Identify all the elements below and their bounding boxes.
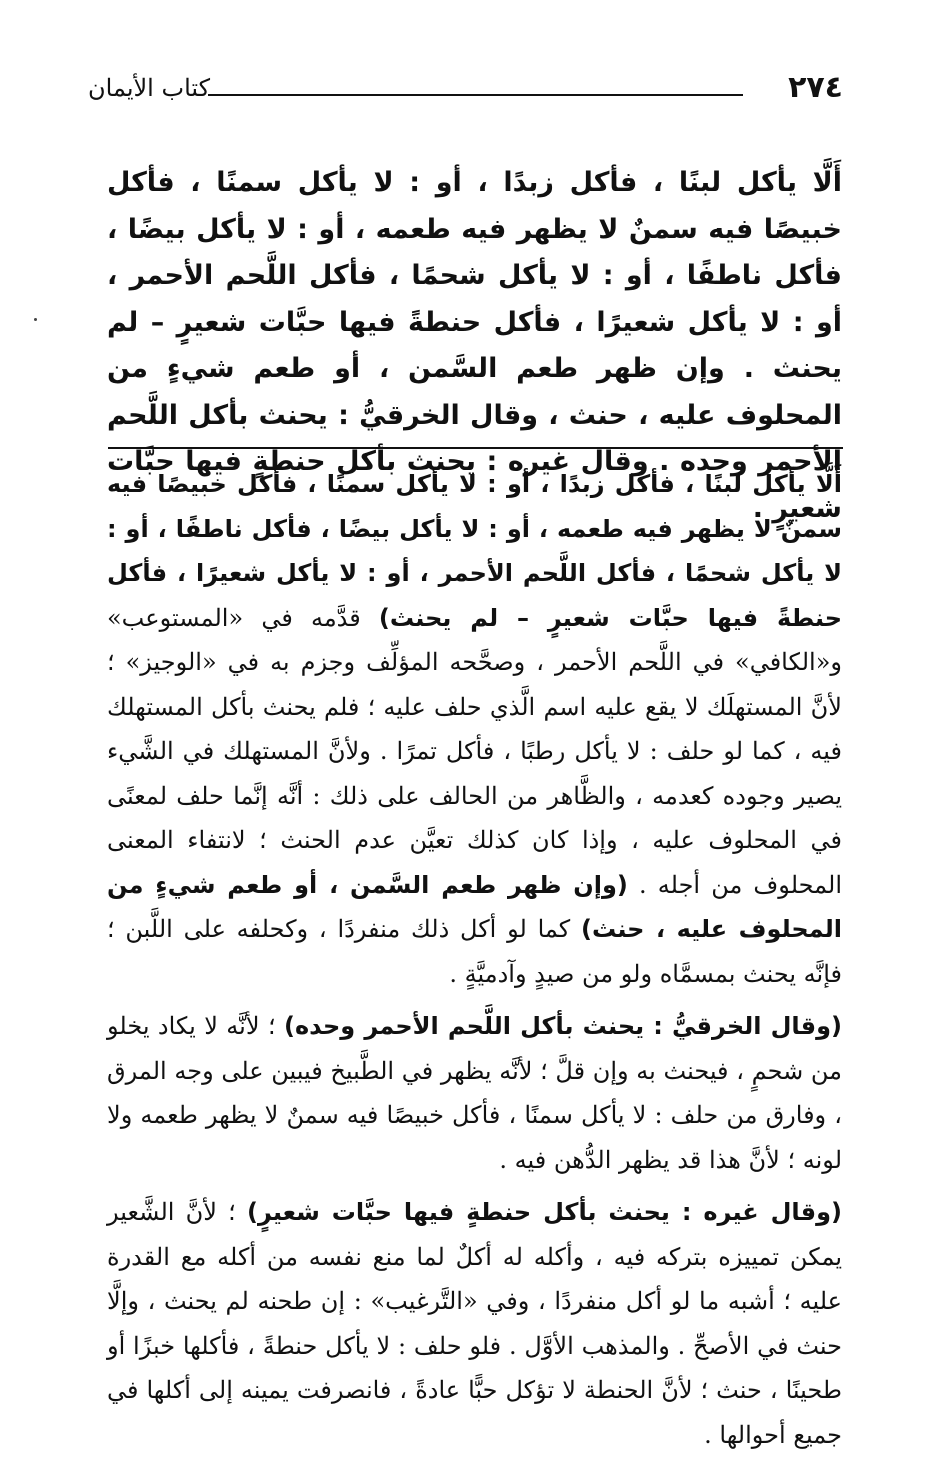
matn-text: أَلَّا يأكل لبنًا ، فأكل زبدًا ، أو : لا يأكل سمنًا ، فأكل خبيصًا فيه سمنٌ لا يظهر فيه طعمه ، أو : لا يأكل بيضًا ، فأكل ناطفًا ، أو : لا يأكل شحمًا ، فأكل اللَّحم الأحمر ، أو : لا يأكل شعيرًا ، فأكل حنطةً فيها حبَّات شعيرٍ – لم يحنث . وإن ظهر طعم السَّمن ، أو طعم شيءٍ من المحلوف عليه ، حنث ، وقال الخرقيُّ : يحنث بأكل اللَّحم الأحمر وحده . وقال غيره : يحنث بأكل حنطةٍ فيها حبَّات شعيرٍ . [107, 167, 842, 524]
header-rule [208, 94, 743, 96]
commentary-text: ؛ لأنَّ الشَّعير يمكن تمييزه بتركه فيه ، وأكله له أكلٌ لما منع نفسه من أكله مع القدرة عليه ؛ أشبه ما لو أكل منفردًا ، وفي «التَّرغيب» : إن طحنه لم يحنث ، وإلَّا حنث في الأصحِّ . والمذهب الأوَّل . فلو حلف : لا يأكل حنطةً ، فأكلها خبزًا أو طحينًا ، حنث ؛ لأنَّ الحنطة لا تؤكل حبًّا عادةً ، فانصرفت يمينه إلى أكلها في جميع أحوالها . [107, 1198, 842, 1449]
commentary-text: قدَّمه في «المستوعب» و«الكافي» في اللَّحم الأحمر ، وصحَّحه المؤلِّف وجزم به في «الوجيز» ؛ لأنَّ المستهلَك لا يقع عليه اسم الَّذي حلف عليه ؛ فلم يحنث بأكل المستهلك فيه ، كما لو حلف : لا يأكل رطبًا ، فأكل تمرًا . ولأنَّ المستهلك في الشَّيء يصير وجوده كعدمه ، والظَّاهر من الحالف على ذلك : أنَّه إنَّما حلف لمعنًى في المحلوف عليه ، وإذا كان كذلك تعيَّن عدم الحنث ؛ لانتفاء المعنى المحلوف من أجله . [107, 603, 843, 899]
quoted-matn: (وقال غيره : يحنث بأكل حنطةٍ فيها حبَّات شعيرٍ) [246, 1198, 843, 1226]
margin-dot [34, 318, 37, 321]
quoted-matn: أَلَّا يأكل لبنًا ، فأكل زبدًا ، أو : لا يأكل سمنًا ، فأكل خبيصًا فيه سمنٌ لا يظهر فيه طعمه ، أو : لا يأكل بيضًا ، فأكل ناطفًا ، أو : لا يأكل شحمًا ، فأكل اللَّحم الأحمر ، أو : لا يأكل شعيرًا ، فأكل حنطةً فيها حبَّات شعيرٍ – لم يحنث) [107, 470, 842, 632]
section-divider [108, 447, 843, 449]
quoted-matn: (وقال الخرقيُّ : يحنث بأكل اللَّحم الأحمر وحده) [283, 1012, 843, 1040]
commentary-paragraph-1 [107, 462, 842, 996]
commentary-text: ؛ لأنَّه لا يكاد يخلو من شحمٍ ، فيحنث به وإن قلَّ ؛ لأنَّه يظهر في الطَّبيخ فيبين على وجه المرق ، وفارق من حلف : لا يأكل سمنًا ، فأكل خبيصًا فيه سمنٌ لا يظهر طعمه ولا لونه ؛ لأنَّ هذا قد يظهر الدُّهن فيه . [107, 1012, 842, 1174]
commentary-text: كما لو أكل ذلك منفردًا ، وكحلفه على اللَّبن ؛ فإنَّه يحنث بمسمَّاه ولو من صيدٍ وآدميَّةٍ . [107, 915, 842, 988]
quoted-matn: (وإن ظهر طعم السَّمن ، أو طعم شيءٍ من المحلوف عليه ، حنث) [107, 870, 842, 943]
commentary-paragraph-2 [107, 1004, 842, 1182]
commentary [107, 462, 842, 1457]
page-number: ٢٧٤ [788, 70, 843, 105]
commentary-paragraph-3 [107, 1190, 842, 1457]
page-header [88, 70, 843, 120]
book-title: كتاب الأيمان [88, 74, 211, 102]
